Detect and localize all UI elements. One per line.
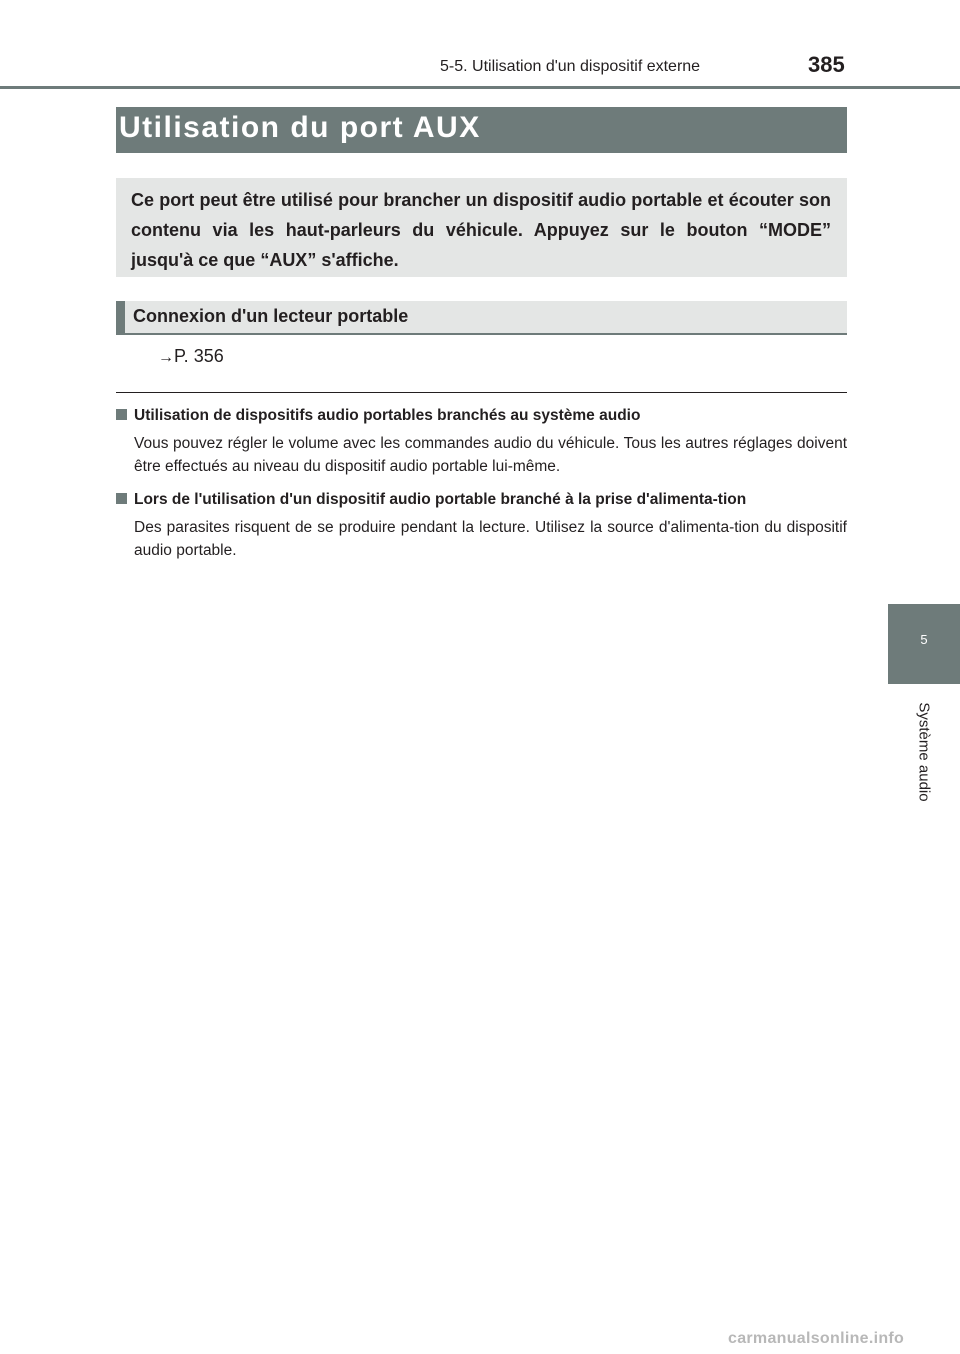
note-item [116,404,847,478]
subsection-marker [116,301,125,333]
watermark: carmanualsonline.info [728,1330,905,1347]
chapter-tab[interactable] [888,604,960,684]
subsection-title: Connexion d'un lecteur portable [133,306,409,326]
page-title: Utilisation du port AUX [119,111,481,144]
header-rule [0,86,960,89]
page-reference-text: P. 356 [174,346,224,366]
chapter-tab-number: 5 [920,632,928,647]
note-heading-text: Lors de l'utilisation d'un dispositif audio portable branché à la prise d'alimenta-tion [134,491,747,508]
intro-paragraph: Ce port peut être utilisé pour brancher un dispositif audio portable et écouter son contenu via les haut-parleurs du véhicule. Appuyez sur le bouton “MODE” jusqu'à ce que “AUX” s'affiche. [116,178,847,277]
note-item [116,488,847,562]
note-body: Des parasites risquent de se produire pendant la lecture. Utilisez la source d'alimenta-tion du dispositif audio portable. [134,519,847,559]
page-reference-link[interactable] [158,346,224,367]
note-heading [116,404,847,427]
chapter-tab-label: Système audio [915,702,933,802]
note-body: Vous pouvez régler le volume avec les commandes audio du véhicule. Tous les autres réglages doivent être effectués au niveau du dispositif audio portable lui-même. [134,435,847,475]
subsection-header [116,301,847,335]
notes-divider [116,392,847,393]
square-bullet-icon [116,409,127,420]
page-number: 385 [808,52,845,77]
arrow-right-icon: → [158,349,174,366]
note-heading-text: Utilisation de dispositifs audio portables branchés au système audio [134,407,641,424]
running-header-section: 5-5. Utilisation d'un dispositif externe [440,58,701,75]
note-heading [116,488,847,511]
square-bullet-icon [116,493,127,504]
